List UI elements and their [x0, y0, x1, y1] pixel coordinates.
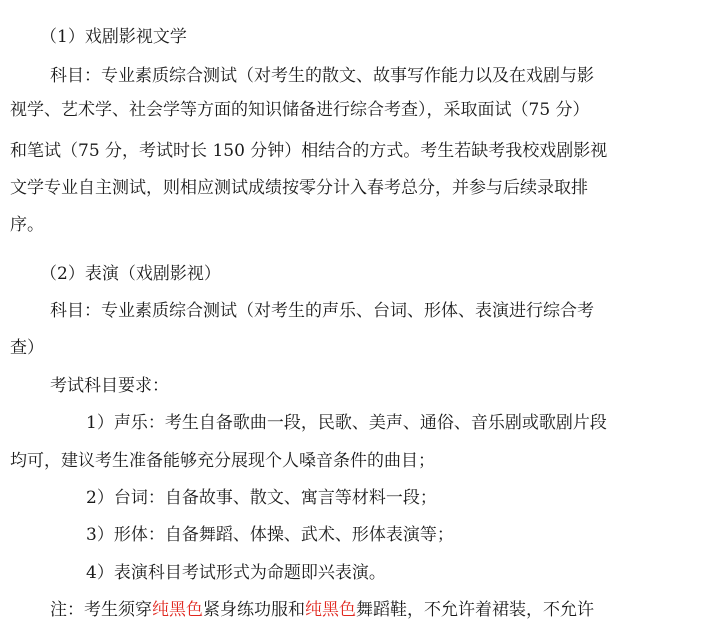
- note-highlight: 纯黑色: [305, 600, 356, 620]
- paragraph-line: 查）: [10, 338, 44, 358]
- note-text: 注：考生须穿: [50, 600, 152, 620]
- paragraph-line: 序。: [10, 215, 44, 235]
- requirement-item: 4）表演科目考试形式为命题即兴表演。: [86, 563, 386, 583]
- section-heading-drama-literature: （1）戏剧影视文学: [40, 27, 187, 47]
- paragraph-line: 视学、艺术学、社会学等方面的知识储备进行综合考查），采取面试（75 分）: [10, 100, 590, 120]
- requirement-item: 均可，建议考生准备能够充分展现个人嗓音条件的曲目；: [10, 451, 435, 471]
- requirement-item: 2）台词：自备故事、散文、寓言等材料一段；: [86, 488, 437, 508]
- note-text: 舞蹈鞋，不允许着裙装，不允许: [356, 600, 594, 620]
- note-line: [50, 597, 594, 623]
- paragraph-line: 科目：专业素质综合测试（对考生的散文、故事写作能力以及在戏剧与影: [50, 66, 594, 86]
- paragraph-line: 文学专业自主测试，则相应测试成绩按零分计入春考总分，并参与后续录取排: [10, 178, 588, 198]
- paragraph-line: 科目：专业素质综合测试（对考生的声乐、台词、形体、表演进行综合考: [50, 301, 594, 321]
- note-highlight: 纯黑色: [152, 600, 203, 620]
- requirements-title: 考试科目要求：: [50, 376, 169, 396]
- paragraph-line: 和笔试（75 分，考试时长 150 分钟）相结合的方式。考生若缺考我校戏剧影视: [10, 141, 608, 161]
- requirement-item: 1）声乐：考生自备歌曲一段，民歌、美声、通俗、音乐剧或歌剧片段: [86, 413, 607, 433]
- section-heading-performance: （2）表演（戏剧影视）: [40, 264, 221, 284]
- note-text: 紧身练功服和: [203, 600, 305, 620]
- requirement-item: 3）形体：自备舞蹈、体操、武术、形体表演等；: [86, 525, 454, 545]
